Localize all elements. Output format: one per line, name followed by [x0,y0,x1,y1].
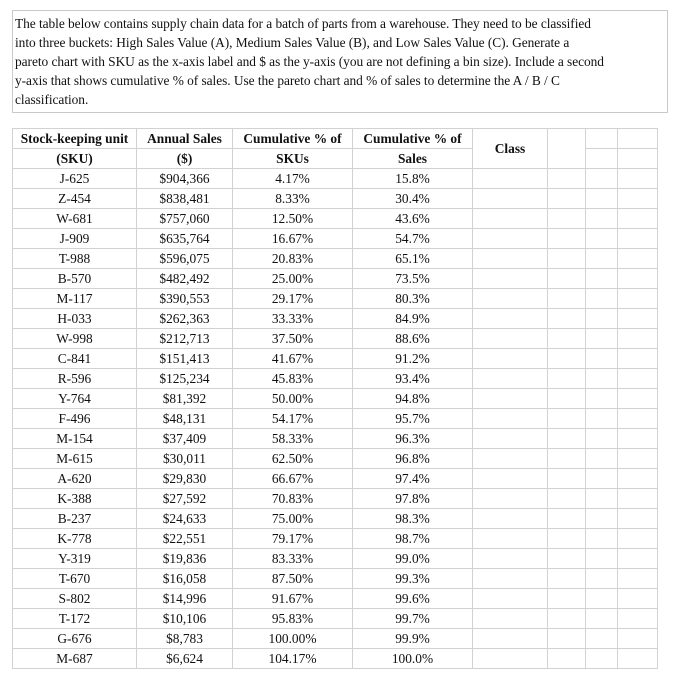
header-row [13,129,658,149]
empty-cell [618,309,658,329]
sku-cell: Y-764 [13,389,137,409]
empty-cell [473,309,548,329]
question-line: into three buckets: High Sales Value (A), Medium Sales Value (B), and Low Sales Value (C). Generate a [15,35,570,50]
table-row [13,649,658,669]
question-line: classification. [15,92,89,107]
empty-cell [473,449,548,469]
cumulative-sales-cell: 97.4% [353,469,473,489]
sku-cell: G-676 [13,629,137,649]
empty-cell [548,229,586,249]
header-cumulative-skus-unit: SKUs [233,149,353,169]
empty-cell [548,309,586,329]
empty-cell [618,489,658,509]
empty-cell [618,629,658,649]
question-text-box [12,10,668,113]
annual-sales-cell: $29,830 [137,469,233,489]
cumulative-skus-cell: 45.83% [233,369,353,389]
empty-cell [618,209,658,229]
table-row [13,469,658,489]
empty-cell [548,469,586,489]
empty-cell [586,229,618,249]
empty-cell [548,329,586,349]
header-class: Class [473,129,548,169]
table-row [13,609,658,629]
empty-cell [618,609,658,629]
empty-cell [618,149,658,169]
empty-cell [473,489,548,509]
empty-cell [618,269,658,289]
empty-cell [473,229,548,249]
sku-cell: M-154 [13,429,137,449]
cumulative-sales-cell: 88.6% [353,329,473,349]
empty-cell [548,589,586,609]
sku-cell: W-998 [13,329,137,349]
cumulative-sales-cell: 94.8% [353,389,473,409]
table-row [13,449,658,469]
empty-cell [473,509,548,529]
empty-cell [473,429,548,449]
empty-cell [548,569,586,589]
header-annual-sales: Annual Sales [137,129,233,149]
empty-cell [586,509,618,529]
cumulative-sales-cell: 54.7% [353,229,473,249]
sku-cell: C-841 [13,349,137,369]
empty-cell [473,529,548,549]
annual-sales-cell: $212,713 [137,329,233,349]
cumulative-skus-cell: 62.50% [233,449,353,469]
empty-cell [586,409,618,429]
cumulative-sales-cell: 30.4% [353,189,473,209]
empty-cell [586,429,618,449]
empty-cell [586,649,618,669]
empty-cell [548,189,586,209]
empty-cell [618,469,658,489]
table-row [13,409,658,429]
empty-cell [548,509,586,529]
empty-cell [548,489,586,509]
empty-cell [548,129,586,169]
annual-sales-cell: $37,409 [137,429,233,449]
empty-cell [618,409,658,429]
cumulative-skus-cell: 66.67% [233,469,353,489]
cumulative-skus-cell: 95.83% [233,609,353,629]
table-row [13,229,658,249]
cumulative-skus-cell: 58.33% [233,429,353,449]
table-row [13,169,658,189]
cumulative-sales-cell: 15.8% [353,169,473,189]
empty-cell [618,549,658,569]
cumulative-skus-cell: 37.50% [233,329,353,349]
table-row [13,529,658,549]
table-row [13,269,658,289]
annual-sales-cell: $27,592 [137,489,233,509]
empty-cell [473,469,548,489]
empty-cell [618,649,658,669]
empty-cell [586,609,618,629]
empty-cell [548,389,586,409]
empty-cell [473,169,548,189]
table-row [13,189,658,209]
empty-cell [618,289,658,309]
table-row [13,209,658,229]
cumulative-sales-cell: 80.3% [353,289,473,309]
sku-cell: T-670 [13,569,137,589]
sku-cell: M-615 [13,449,137,469]
sku-sales-table [12,128,658,669]
empty-cell [586,489,618,509]
cumulative-skus-cell: 50.00% [233,389,353,409]
cumulative-skus-cell: 41.67% [233,349,353,369]
empty-cell [548,169,586,189]
table-row [13,369,658,389]
empty-cell [586,349,618,369]
sku-cell: H-033 [13,309,137,329]
cumulative-sales-cell: 97.8% [353,489,473,509]
cumulative-skus-cell: 20.83% [233,249,353,269]
cumulative-sales-cell: 43.6% [353,209,473,229]
empty-cell [586,529,618,549]
header-cumulative-sales-unit: Sales [353,149,473,169]
empty-cell [548,289,586,309]
cumulative-skus-cell: 70.83% [233,489,353,509]
empty-cell [473,269,548,289]
annual-sales-cell: $125,234 [137,369,233,389]
empty-cell [548,449,586,469]
question-line: The table below contains supply chain data for a batch of parts from a warehouse. They need to be classified [15,16,591,31]
empty-cell [548,409,586,429]
annual-sales-cell: $8,783 [137,629,233,649]
cumulative-sales-cell: 99.3% [353,569,473,589]
sku-cell: K-778 [13,529,137,549]
table-row [13,429,658,449]
empty-cell [473,629,548,649]
table-row [13,629,658,649]
empty-cell [473,589,548,609]
annual-sales-cell: $838,481 [137,189,233,209]
empty-cell [586,549,618,569]
cumulative-skus-cell: 4.17% [233,169,353,189]
empty-cell [548,529,586,549]
empty-cell [548,549,586,569]
sku-cell: J-625 [13,169,137,189]
empty-cell [618,389,658,409]
table-row [13,549,658,569]
cumulative-sales-cell: 96.3% [353,429,473,449]
empty-cell [618,329,658,349]
table-body [13,129,658,669]
empty-cell [618,369,658,389]
cumulative-skus-cell: 29.17% [233,289,353,309]
sku-cell: Z-454 [13,189,137,209]
sku-cell: T-988 [13,249,137,269]
annual-sales-cell: $482,492 [137,269,233,289]
empty-cell [473,289,548,309]
cumulative-skus-cell: 16.67% [233,229,353,249]
sku-cell: F-496 [13,409,137,429]
empty-cell [473,549,548,569]
empty-cell [473,249,548,269]
cumulative-sales-cell: 99.6% [353,589,473,609]
table-row [13,309,658,329]
header-sku: Stock-keeping unit [13,129,137,149]
empty-cell [586,269,618,289]
empty-cell [586,289,618,309]
table-row [13,509,658,529]
empty-cell [586,389,618,409]
cumulative-sales-cell: 65.1% [353,249,473,269]
cumulative-skus-cell: 79.17% [233,529,353,549]
table-row [13,489,658,509]
empty-cell [586,169,618,189]
sku-cell: B-570 [13,269,137,289]
sku-cell: A-620 [13,469,137,489]
empty-cell [473,409,548,429]
table-row [13,589,658,609]
empty-cell [618,589,658,609]
cumulative-sales-cell: 73.5% [353,269,473,289]
header-sku-unit: (SKU) [13,149,137,169]
annual-sales-cell: $16,058 [137,569,233,589]
empty-cell [618,129,658,149]
sku-cell: B-237 [13,509,137,529]
empty-cell [473,349,548,369]
empty-cell [473,189,548,209]
table-row [13,249,658,269]
cumulative-sales-cell: 99.9% [353,629,473,649]
empty-cell [473,569,548,589]
empty-cell [618,449,658,469]
sku-cell: S-802 [13,589,137,609]
empty-cell [586,209,618,229]
table-row [13,389,658,409]
annual-sales-cell: $22,551 [137,529,233,549]
table-row [13,289,658,309]
cumulative-skus-cell: 83.33% [233,549,353,569]
empty-cell [586,469,618,489]
table-row [13,569,658,589]
empty-cell [586,189,618,209]
annual-sales-cell: $904,366 [137,169,233,189]
annual-sales-cell: $596,075 [137,249,233,269]
sku-cell: M-687 [13,649,137,669]
annual-sales-cell: $10,106 [137,609,233,629]
table-row [13,329,658,349]
sku-cell: R-596 [13,369,137,389]
empty-cell [473,649,548,669]
question-line: y-axis that shows cumulative % of sales. Use the pareto chart and % of sales to determine the A / B / C [15,73,560,88]
empty-cell [548,369,586,389]
empty-cell [548,429,586,449]
cumulative-skus-cell: 87.50% [233,569,353,589]
annual-sales-cell: $635,764 [137,229,233,249]
cumulative-sales-cell: 99.7% [353,609,473,629]
empty-cell [618,509,658,529]
empty-cell [586,589,618,609]
cumulative-sales-cell: 96.8% [353,449,473,469]
empty-cell [618,169,658,189]
empty-cell [548,269,586,289]
cumulative-skus-cell: 8.33% [233,189,353,209]
empty-cell [473,209,548,229]
empty-cell [618,249,658,269]
question-line: pareto chart with SKU as the x-axis label and $ as the y-axis (you are not defining a bin size). Include a second [15,54,604,69]
empty-cell [618,189,658,209]
empty-cell [618,349,658,369]
annual-sales-cell: $757,060 [137,209,233,229]
empty-cell [548,209,586,229]
annual-sales-cell: $48,131 [137,409,233,429]
empty-cell [586,309,618,329]
empty-cell [586,369,618,389]
empty-cell [586,329,618,349]
annual-sales-cell: $262,363 [137,309,233,329]
sku-cell: M-117 [13,289,137,309]
cumulative-skus-cell: 100.00% [233,629,353,649]
header-annual-sales-unit: ($) [137,149,233,169]
empty-cell [586,129,618,149]
annual-sales-cell: $390,553 [137,289,233,309]
empty-cell [586,449,618,469]
empty-cell [548,249,586,269]
empty-cell [473,369,548,389]
sku-cell: W-681 [13,209,137,229]
table-row [13,349,658,369]
sku-cell: Y-319 [13,549,137,569]
empty-cell [586,149,618,169]
annual-sales-cell: $24,633 [137,509,233,529]
empty-cell [586,569,618,589]
empty-cell [548,629,586,649]
cumulative-skus-cell: 33.33% [233,309,353,329]
empty-cell [473,329,548,349]
cumulative-sales-cell: 95.7% [353,409,473,429]
empty-cell [473,389,548,409]
cumulative-sales-cell: 100.0% [353,649,473,669]
cumulative-skus-cell: 91.67% [233,589,353,609]
annual-sales-cell: $6,624 [137,649,233,669]
annual-sales-cell: $151,413 [137,349,233,369]
cumulative-sales-cell: 84.9% [353,309,473,329]
header-cumulative-sales: Cumulative % of [353,129,473,149]
empty-cell [473,609,548,629]
annual-sales-cell: $14,996 [137,589,233,609]
header-cumulative-skus: Cumulative % of [233,129,353,149]
empty-cell [548,649,586,669]
cumulative-skus-cell: 12.50% [233,209,353,229]
sku-cell: J-909 [13,229,137,249]
empty-cell [618,229,658,249]
cumulative-skus-cell: 54.17% [233,409,353,429]
cumulative-sales-cell: 99.0% [353,549,473,569]
empty-cell [618,429,658,449]
annual-sales-cell: $30,011 [137,449,233,469]
sku-cell: T-172 [13,609,137,629]
cumulative-sales-cell: 98.7% [353,529,473,549]
empty-cell [548,349,586,369]
cumulative-sales-cell: 93.4% [353,369,473,389]
sku-cell: K-388 [13,489,137,509]
empty-cell [618,569,658,589]
cumulative-skus-cell: 75.00% [233,509,353,529]
cumulative-skus-cell: 104.17% [233,649,353,669]
annual-sales-cell: $19,836 [137,549,233,569]
empty-cell [618,529,658,549]
cumulative-skus-cell: 25.00% [233,269,353,289]
cumulative-sales-cell: 91.2% [353,349,473,369]
empty-cell [548,609,586,629]
cumulative-sales-cell: 98.3% [353,509,473,529]
empty-cell [586,249,618,269]
empty-cell [586,629,618,649]
annual-sales-cell: $81,392 [137,389,233,409]
